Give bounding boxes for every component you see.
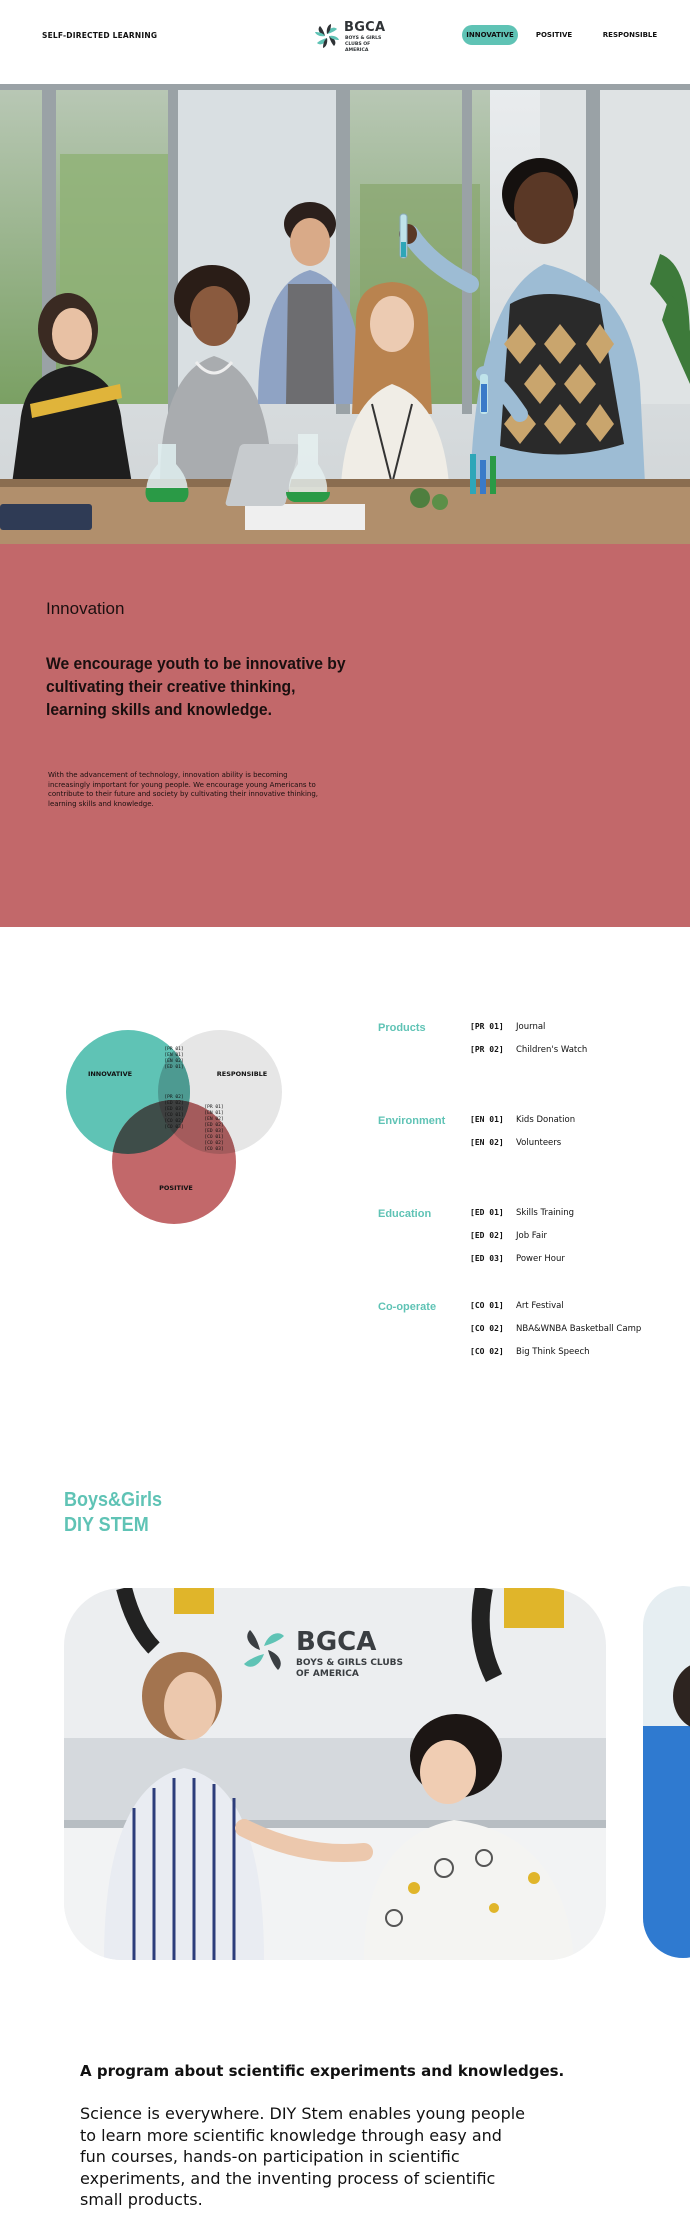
next-photo-card[interactable]	[643, 1586, 690, 1958]
venn-code: [CO 03]	[204, 1147, 224, 1152]
program-description: Science is everywhere. DIY Stem enables young people to learn more scientific knowledge through easy and fun courses, hands-on participation in scientific experiments, and the inventing process of scientific small products.	[80, 2104, 526, 2209]
program-title: A program about scientific experiments and knowledges.	[80, 2062, 565, 2080]
venn-code: [ED 02]	[204, 1123, 224, 1128]
category-title: Education	[378, 1208, 432, 1220]
stem-title-line-2: DIY STEM	[64, 1514, 149, 1536]
item-code: [ED 01]	[470, 1208, 504, 1217]
nav-innovative[interactable]: INNOVATIVE	[462, 25, 518, 45]
site-tagline: SELF-DIRECTED LEARNING	[42, 31, 158, 40]
venn-code: [PR 02]	[164, 1095, 184, 1100]
item-name: Skills Training	[516, 1208, 575, 1218]
item-code: [CO 02]	[470, 1324, 504, 1333]
list-item[interactable]	[470, 1254, 565, 1268]
category-title: Products	[378, 1022, 426, 1034]
venn-code: [ED 03]	[164, 1107, 184, 1112]
venn-code: [CO 03]	[164, 1125, 184, 1130]
logo-name: BGCA	[344, 20, 386, 35]
item-name: Kids Donation	[516, 1115, 576, 1125]
item-name: Art Festival	[516, 1301, 564, 1311]
photo-sign-subtitle: BOYS & GIRLS CLUBS OF AMERICA	[296, 1658, 403, 1679]
category-title: Environment	[378, 1115, 446, 1127]
item-code: [ED 02]	[470, 1231, 504, 1240]
item-code: [EN 01]	[470, 1115, 504, 1124]
item-name: Children's Watch	[516, 1045, 588, 1055]
category-title: Co-operate	[378, 1301, 437, 1313]
section-title: Innovation	[46, 599, 125, 618]
values-venn-diagram	[62, 1020, 292, 1230]
item-name: Volunteers	[516, 1138, 562, 1148]
item-code: [CO 01]	[470, 1301, 504, 1310]
list-item[interactable]	[470, 1115, 575, 1129]
item-name: Journal	[516, 1022, 546, 1032]
venn-code: [EN 02]	[204, 1117, 224, 1122]
item-name: NBA&WNBA Basketball Camp	[516, 1324, 642, 1334]
item-name: Big Think Speech	[516, 1347, 590, 1357]
section-headline: We encourage youth to be innovative by cultivating their creative thinking, learning skills and knowledge.	[46, 654, 346, 719]
item-code: [PR 01]	[470, 1022, 504, 1031]
nav-responsible[interactable]: RESPONSIBLE	[602, 31, 658, 39]
list-item[interactable]	[470, 1347, 590, 1361]
venn-label-positive: POSITIVE	[159, 1184, 193, 1192]
venn-code: [EN 01]	[204, 1111, 224, 1116]
bgca-logo[interactable]	[313, 19, 393, 55]
site-header	[0, 0, 690, 84]
venn-code: [ED 02]	[164, 1101, 184, 1106]
list-item[interactable]	[470, 1022, 545, 1036]
pinwheel-logo-icon	[313, 22, 341, 50]
venn-code: [ED 01]	[164, 1065, 184, 1070]
list-item[interactable]	[470, 1138, 561, 1152]
item-name: Power Hour	[516, 1254, 565, 1264]
item-code: [EN 02]	[470, 1138, 504, 1147]
photo-sign-name: BGCA	[296, 1627, 377, 1657]
innovation-section	[0, 544, 690, 927]
item-code: [PR 02]	[470, 1045, 504, 1054]
venn-label-innovative: INNOVATIVE	[87, 1070, 133, 1078]
venn-code: [CO 01]	[164, 1113, 184, 1118]
list-item[interactable]	[470, 1324, 641, 1338]
venn-code: [CO 02]	[204, 1141, 224, 1146]
section-body: With the advancement of technology, innovation ability is becoming increasingly important for young people. We encourage young Americans to contribute to their future and society by cultivating their innovative thinking, learning skills and knowledge.	[48, 771, 319, 808]
venn-code: [PR 01]	[164, 1047, 184, 1052]
venn-code: [CO 02]	[164, 1119, 184, 1124]
item-code: [CO 02]	[470, 1347, 504, 1356]
list-item[interactable]	[470, 1301, 564, 1315]
nav-positive[interactable]: POSITIVE	[535, 31, 573, 39]
stem-photo-card[interactable]	[64, 1588, 606, 1960]
item-name: Job Fair	[516, 1231, 547, 1241]
venn-code: [EN 02]	[164, 1059, 184, 1064]
hero-photo	[0, 84, 690, 544]
item-code: [ED 03]	[470, 1254, 504, 1263]
logo-subtitle: BOYS & GIRLS CLUBS OF AMERICA	[345, 36, 382, 53]
stem-title-line-1: Boys&Girls	[64, 1489, 163, 1511]
list-item[interactable]	[470, 1045, 587, 1059]
stem-title	[64, 1488, 162, 1538]
list-item[interactable]	[470, 1208, 574, 1222]
list-item[interactable]	[470, 1231, 547, 1245]
venn-code: [ED 03]	[204, 1129, 224, 1134]
venn-code: [CO 01]	[204, 1135, 224, 1140]
venn-label-responsible: RESPONSIBLE	[216, 1070, 268, 1078]
venn-code: [PR 01]	[204, 1105, 224, 1110]
venn-code: [EN 01]	[164, 1053, 184, 1058]
